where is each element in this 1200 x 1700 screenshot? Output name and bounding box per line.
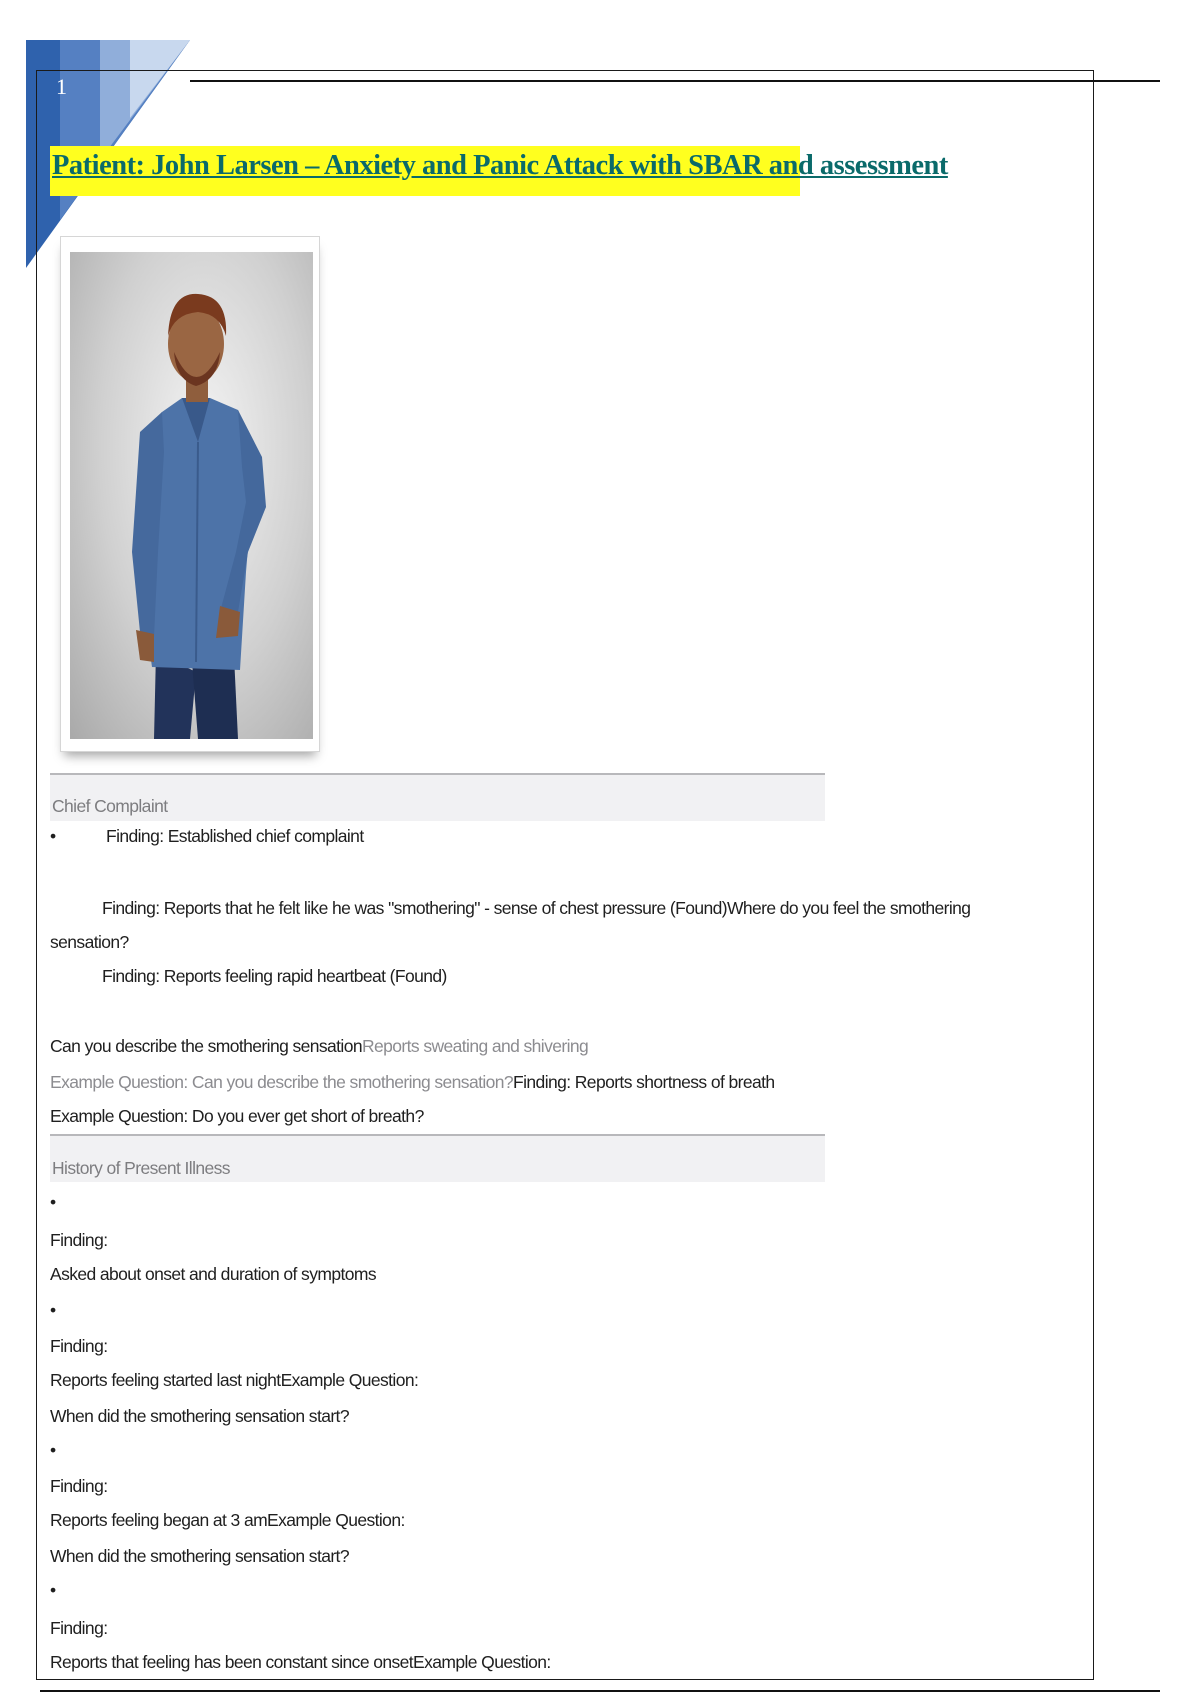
patient-photo-frame: [60, 236, 320, 752]
finding-shortness-of-breath: Finding: Reports shortness of breath: [513, 1072, 775, 1092]
bullet: •: [50, 1440, 56, 1460]
bullet: •: [50, 1580, 56, 1600]
finding-heartbeat: Finding: Reports feeling rapid heartbeat (Found): [102, 966, 447, 986]
finding-label: Finding:: [50, 1336, 108, 1356]
page-number: 1: [56, 74, 67, 99]
finding-smothering: Finding: Reports that he felt like he was "smothering" - sense of chest pressure (Found)Where do you feel the smothering: [102, 898, 971, 918]
patient-avatar-image: [70, 252, 313, 739]
patient-figure-icon: [70, 252, 313, 739]
hpi-item-question: When did the smothering sensation start?: [50, 1406, 349, 1426]
finding-smothering-cont: sensation?: [50, 932, 129, 952]
finding-label: Finding:: [50, 1230, 108, 1250]
hpi-item-text: Reports that feeling has been constant since onsetExample Question:: [50, 1652, 551, 1672]
finding-label: Finding:: [50, 1618, 108, 1638]
bullet: •: [50, 826, 56, 846]
finding-label: Finding:: [50, 1476, 108, 1496]
hpi-item-text: Reports feeling started last nightExample Question:: [50, 1370, 419, 1390]
question-describe: Can you describe the smothering sensation: [50, 1036, 362, 1056]
bullet: •: [50, 1192, 56, 1212]
finding-sweating: Reports sweating and shivering: [362, 1036, 589, 1056]
example-question-breath: Example Question: Do you ever get short of breath?: [50, 1106, 424, 1126]
header-rule: [190, 80, 1160, 82]
hpi-item-text: Reports feeling began at 3 amExample Question:: [50, 1510, 405, 1530]
bullet: •: [50, 1300, 56, 1320]
hpi-item-text: Asked about onset and duration of symptoms: [50, 1264, 376, 1284]
question-line-1: [50, 1036, 588, 1057]
footer-rule: [40, 1690, 1160, 1692]
document-title: Patient: John Larsen – Anxiety and Panic Attack with SBAR and assessment: [50, 146, 800, 196]
example-question-describe: Example Question: Can you describe the smothering sensation?: [50, 1072, 514, 1092]
question-line-2: [50, 1072, 775, 1093]
chief-complaint-heading: Chief Complaint: [52, 796, 168, 816]
hpi-heading: History of Present Illness: [52, 1158, 230, 1178]
finding-chief-complaint: Finding: Established chief complaint: [106, 826, 364, 846]
hpi-item-question: When did the smothering sensation start?: [50, 1546, 349, 1566]
